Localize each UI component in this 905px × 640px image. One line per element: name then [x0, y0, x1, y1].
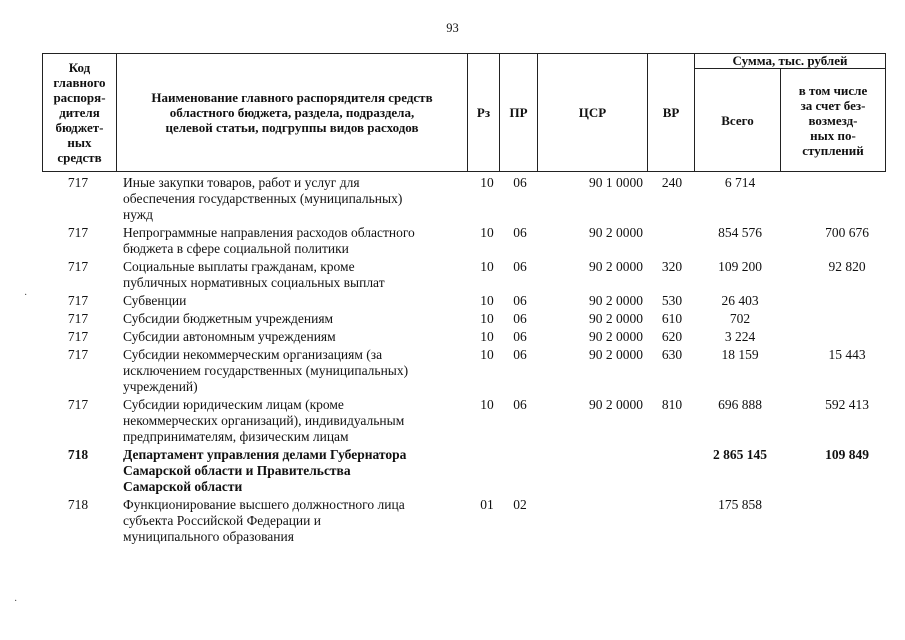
cell-vr: 530	[661, 293, 683, 308]
cell-total: 2 865 145	[713, 447, 767, 462]
cell-kod: 717	[67, 225, 89, 240]
cell-vr: 320	[661, 259, 683, 274]
cell-pr: 06	[513, 329, 527, 344]
scan-mark: ·	[24, 290, 28, 301]
header-csr: ЦСР	[578, 105, 607, 120]
scan-mark: ·	[14, 596, 18, 607]
cell-pr: 02	[513, 497, 527, 512]
cell-kod: 717	[67, 293, 89, 308]
cell-total: 3 224	[724, 329, 756, 344]
header-free: в том числе за счет без- возмезд- ных по- ступлений	[798, 82, 868, 158]
cell-name: Субсидии автономным учреждениям	[123, 329, 336, 344]
cell-kod: 718	[67, 497, 89, 512]
cell-name: Иные закупки товаров, работ и услуг для обеспечения государственных (муниципальных) нужд	[123, 175, 403, 222]
table-row	[42, 497, 886, 547]
cell-vr: 630	[661, 347, 683, 362]
cell-total: 854 576	[718, 225, 762, 240]
cell-name: Социальные выплаты гражданам, кроме публичных нормативных социальных выплат	[123, 259, 385, 290]
cell-rz: 10	[480, 347, 494, 362]
cell-total: 175 858	[718, 497, 762, 512]
table-row	[42, 447, 886, 497]
cell-rz: 10	[480, 259, 494, 274]
cell-total: 26 403	[721, 293, 759, 308]
header-name: Наименование главного распорядителя средств областного бюджета, раздела, подраздела, целевой статьи, подгруппы видов расходов	[151, 90, 433, 135]
cell-free: 109 849	[825, 447, 869, 462]
table-row	[42, 225, 886, 259]
cell-csr: 90 2 0000	[589, 311, 643, 326]
cell-free: 700 676	[825, 225, 869, 240]
cell-kod: 717	[67, 397, 89, 412]
cell-name: Субсидии некоммерческим организациям (за исключением государственных (муниципальных) учреждений)	[123, 347, 409, 394]
table-row	[42, 329, 886, 347]
cell-csr: 90 2 0000	[589, 225, 643, 240]
header-kod: Код главного распоря- дителя бюджет- ных средств	[53, 60, 106, 165]
cell-pr: 06	[513, 259, 527, 274]
header-sum: Сумма, тыс. рублей	[732, 53, 848, 68]
cell-kod: 717	[67, 329, 89, 344]
cell-vr: 810	[661, 397, 683, 412]
cell-kod: 717	[67, 175, 89, 190]
cell-name: Непрограммные направления расходов областного бюджета в сфере социальной политики	[123, 225, 415, 256]
cell-rz: 10	[480, 175, 494, 190]
cell-total: 109 200	[718, 259, 762, 274]
table-row	[42, 175, 886, 225]
cell-pr: 06	[513, 397, 527, 412]
cell-csr: 90 2 0000	[589, 329, 643, 344]
table-row	[42, 397, 886, 447]
cell-rz: 10	[480, 225, 494, 240]
cell-vr: 240	[661, 175, 683, 190]
table-row	[42, 259, 886, 293]
cell-kod: 718	[67, 447, 89, 462]
cell-free: 92 820	[828, 259, 866, 274]
cell-kod: 717	[67, 259, 89, 274]
cell-free: 15 443	[828, 347, 866, 362]
cell-kod: 717	[67, 347, 89, 362]
cell-pr: 06	[513, 225, 527, 240]
header-pr: ПР	[509, 105, 528, 120]
table-body	[42, 175, 886, 547]
cell-total: 696 888	[718, 397, 762, 412]
cell-free: 592 413	[825, 397, 869, 412]
cell-pr: 06	[513, 175, 527, 190]
cell-pr: 06	[513, 347, 527, 362]
cell-name: Субсидии бюджетным учреждениям	[123, 311, 334, 326]
header-total: Всего	[721, 112, 754, 128]
cell-total: 18 159	[721, 347, 759, 362]
cell-csr: 90 2 0000	[589, 293, 643, 308]
cell-name: Функционирование высшего должностного лица субъекта Российской Федерации и муниципального образования	[123, 497, 405, 544]
cell-pr: 06	[513, 311, 527, 326]
cell-csr: 90 2 0000	[589, 259, 643, 274]
cell-csr: 90 2 0000	[589, 397, 643, 412]
table-row	[42, 347, 886, 397]
cell-total: 6 714	[724, 175, 756, 190]
cell-vr: 620	[661, 329, 683, 344]
cell-rz: 10	[480, 397, 494, 412]
cell-rz: 10	[480, 311, 494, 326]
table-row	[42, 311, 886, 329]
header-rz: Рз	[476, 105, 491, 120]
cell-rz: 10	[480, 293, 494, 308]
cell-rz: 10	[480, 329, 494, 344]
page-number: 93	[446, 21, 459, 35]
cell-total: 702	[729, 311, 751, 326]
cell-kod: 717	[67, 311, 89, 326]
cell-name: Субвенции	[123, 293, 187, 308]
table-header	[42, 53, 886, 172]
cell-pr: 06	[513, 293, 527, 308]
table-row	[42, 293, 886, 311]
cell-name: Субсидии юридическим лицам (кроме некоммерческих организаций), индивидуальным предпринимателям, физическим лицам	[123, 397, 405, 444]
header-vr: ВР	[662, 105, 680, 120]
cell-csr: 90 1 0000	[589, 175, 643, 190]
cell-csr: 90 2 0000	[589, 347, 643, 362]
cell-rz: 01	[480, 497, 494, 512]
cell-name: Департамент управления делами Губернатора Самарской области и Правительства Самарской области	[123, 447, 407, 494]
cell-vr: 610	[661, 311, 683, 326]
